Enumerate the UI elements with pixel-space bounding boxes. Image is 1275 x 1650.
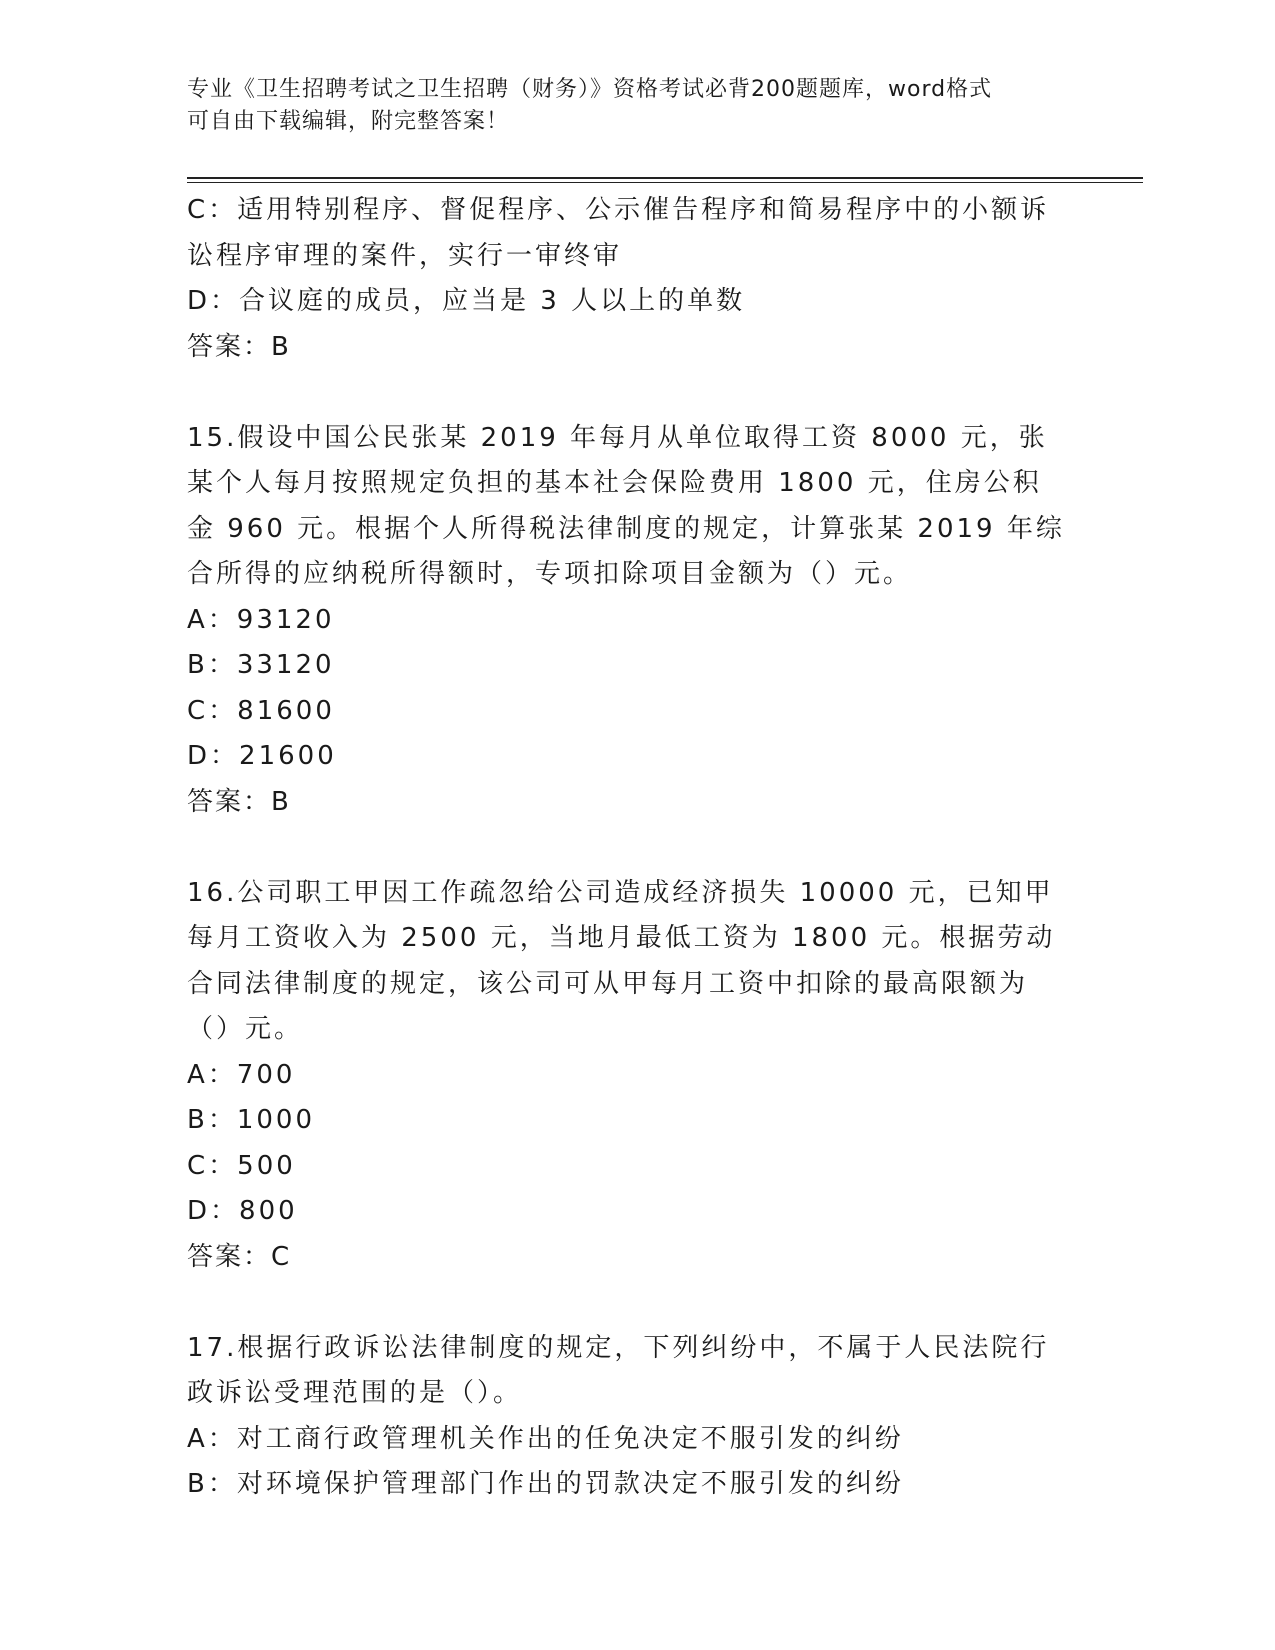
option-d: D：800 bbox=[187, 1196, 298, 1226]
option-c: C：500 bbox=[187, 1150, 296, 1181]
question-15 bbox=[187, 416, 1067, 826]
question-14 bbox=[187, 188, 1067, 370]
question-stem: 15.假设中国公民张某 2019 年每月从单位取得工资 8000 元，张某个人每月按照规定负担的基本社会保险费用 1800 元，住房公积金 960 元。根据个人所得税法律制度的规定，计算张某 2019 年综合所得的应纳税所得额时，专项扣除项目金额为（）元。 bbox=[187, 422, 1065, 589]
question-17 bbox=[187, 1326, 1067, 1508]
question-stem: 17.根据行政诉讼法律制度的规定，下列纠纷中，不属于人民法院行政诉讼受理范围的是（）。 bbox=[187, 1332, 1050, 1408]
option-a: A：对工商行政管理机关作出的任免决定不服引发的纠纷 bbox=[187, 1423, 904, 1454]
option-c: C：适用特别程序、督促程序、公示催告程序和简易程序中的小额诉讼程序审理的案件，实行一审终审 bbox=[187, 195, 1050, 271]
option-a: A：700 bbox=[187, 1059, 296, 1090]
question-stem: 16.公司职工甲因工作疏忽给公司造成经济损失 10000 元，已知甲每月工资收入为 2500 元，当地月最低工资为 1800 元。根据劳动合同法律制度的规定，该公司可从甲每月工资中扣除的最高限额为（）元。 bbox=[187, 877, 1056, 1044]
option-b: B：1000 bbox=[187, 1105, 316, 1135]
document-body bbox=[187, 188, 1067, 1508]
header-line-1: 专业《卫生招聘考试之卫生招聘（财务）》资格考试必背200题题库，word格式 bbox=[187, 77, 993, 102]
option-d: D：合议庭的成员，应当是 3 人以上的单数 bbox=[187, 286, 746, 316]
answer: 答案：B bbox=[187, 786, 291, 817]
document-header bbox=[187, 74, 1067, 138]
question-16 bbox=[187, 871, 1067, 1281]
header-rule-thick bbox=[187, 177, 1143, 179]
answer: 答案：B bbox=[187, 331, 291, 362]
header-rule-thin bbox=[187, 182, 1143, 183]
option-b: B：33120 bbox=[187, 650, 335, 680]
option-d: D：21600 bbox=[187, 741, 337, 771]
option-b: B：对环境保护管理部门作出的罚款决定不服引发的纠纷 bbox=[187, 1469, 904, 1499]
option-c: C：81600 bbox=[187, 695, 335, 726]
answer: 答案：C bbox=[187, 1241, 292, 1272]
header-line-2: 可自由下载编辑，附完整答案！ bbox=[187, 109, 510, 134]
option-a: A：93120 bbox=[187, 604, 335, 635]
